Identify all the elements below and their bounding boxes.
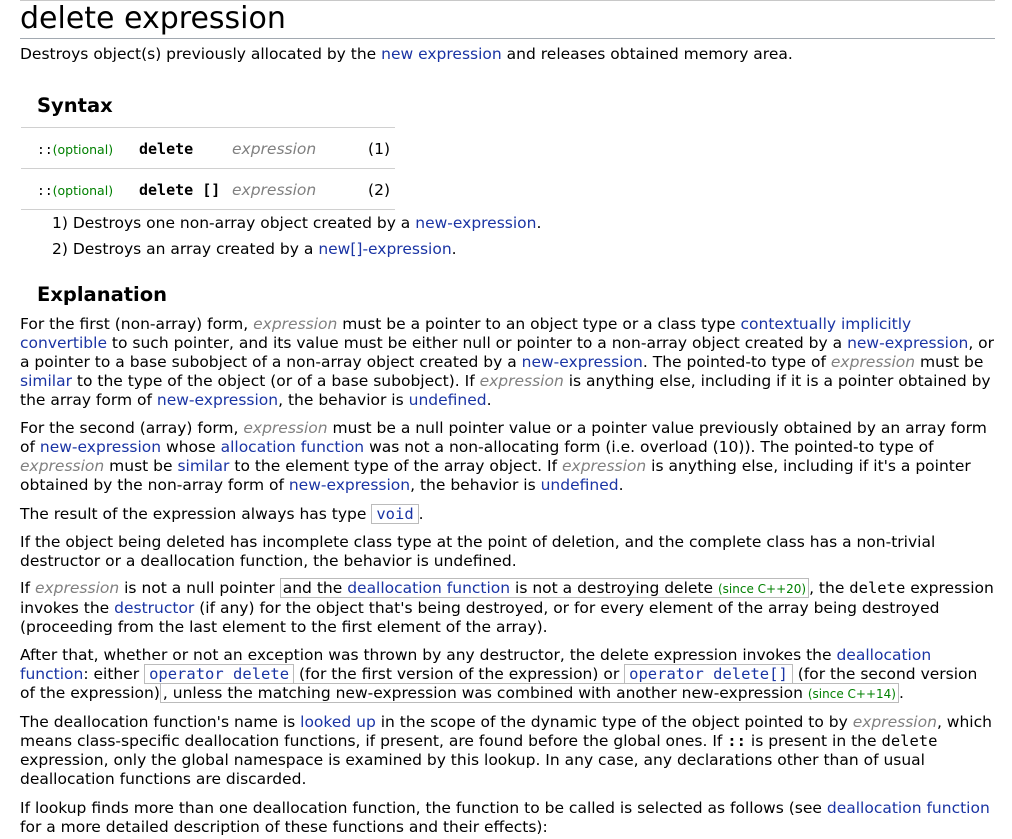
link-undefined[interactable]: undefined bbox=[540, 476, 619, 494]
scope-operator: :: bbox=[37, 184, 53, 199]
delete-keyword: delete bbox=[881, 732, 938, 750]
text: , unless the matching new-expression was combined with another new-expression bbox=[162, 684, 808, 702]
link-new-expression[interactable]: new expression bbox=[381, 45, 502, 63]
link-contextually-convertible[interactable]: contextually implicitly convertible bbox=[20, 315, 912, 352]
explanation-paragraph-4: If the object being deleted has incomplete class type at the point of deletion, and the complete class has a non-trivial destructor or a deallocation function, the behavior is undefined. bbox=[20, 533, 936, 570]
text: If lookup finds more than one deallocation function, the function to be called is selected as follows (see bbox=[20, 799, 827, 817]
explanation-paragraph-5 bbox=[20, 579, 995, 637]
text: and the bbox=[282, 579, 348, 597]
text: (if any) for the object that's being destroyed, or for every element of the array being destroyed (proceeding from the last element to the first element of the array). bbox=[20, 599, 940, 636]
text: to the type of the object (or of a base subobject). If bbox=[71, 372, 480, 390]
link-new-array-expression[interactable]: new[]-expression bbox=[318, 240, 452, 258]
text: is not a destroying delete bbox=[510, 579, 718, 597]
keyword-text: delete bbox=[139, 140, 194, 158]
link-new-expression[interactable]: new-expression bbox=[156, 391, 279, 409]
operator-delete-array-link[interactable]: operator delete[] bbox=[624, 664, 793, 684]
text: whose bbox=[161, 438, 221, 456]
delete-keyword: delete bbox=[849, 579, 906, 597]
link-undefined[interactable]: undefined bbox=[408, 391, 487, 409]
text: is anything else, including if it's a pointer obtained by the non-array form of bbox=[20, 457, 971, 494]
link-new-expression[interactable]: new-expression bbox=[415, 214, 537, 232]
expression-arg: expression bbox=[830, 353, 916, 371]
link-deallocation-function[interactable]: deallocation function bbox=[347, 579, 511, 597]
void-type-link[interactable]: void bbox=[371, 504, 418, 524]
text: For the first (non-array) form, bbox=[20, 315, 254, 333]
text: was not a non-allocating form (i.e. overload (10)). The pointed-to type of bbox=[364, 438, 934, 456]
expression-arg: expression bbox=[852, 713, 937, 731]
intro-text bbox=[20, 45, 793, 64]
text: must be bbox=[915, 353, 984, 371]
note-text: 2) Destroys an array created by a bbox=[52, 240, 319, 258]
text: in the scope of the dynamic type of the object pointed to by bbox=[375, 713, 853, 731]
delete-keyword bbox=[139, 140, 193, 159]
link-similar[interactable]: similar bbox=[20, 372, 72, 390]
link-allocation-function[interactable]: allocation function bbox=[220, 438, 365, 456]
text: , the behavior is bbox=[278, 391, 409, 409]
text: After that, whether or not an exception was thrown by any destructor, the delete expression invokes the bbox=[20, 646, 837, 664]
scope-operator: :: bbox=[37, 143, 53, 158]
optional-scope bbox=[37, 140, 113, 160]
text: must be bbox=[104, 457, 178, 475]
text: The result of the expression always has type bbox=[20, 505, 372, 523]
text: For the second (array) form, bbox=[20, 419, 244, 437]
syntax-row-1 bbox=[21, 127, 395, 168]
title-divider bbox=[20, 38, 995, 39]
text: . The pointed-to type of bbox=[642, 353, 831, 371]
text: for a more detailed description of these functions and their effects): bbox=[20, 818, 548, 836]
syntax-heading: Syntax bbox=[37, 94, 113, 117]
expression-arg: expression bbox=[479, 372, 564, 390]
syntax-number: (1) bbox=[368, 140, 390, 158]
syntax-note-1 bbox=[52, 214, 541, 233]
text: to such pointer, and its value must be either null or pointer to a non-array object created by a bbox=[106, 334, 848, 352]
text: expression, only the global namespace is examined by this lookup. In any case, any declarations other than of usual deallocation functions are discarded. bbox=[20, 751, 925, 788]
since-badge: (since C++14) bbox=[807, 687, 896, 701]
expression-placeholder: expression bbox=[232, 181, 317, 199]
note-tail: . bbox=[451, 240, 457, 258]
text: The deallocation function's name is bbox=[20, 713, 301, 731]
link-new-expression[interactable]: new-expression bbox=[847, 334, 969, 352]
keyword-text: delete [] bbox=[139, 181, 221, 199]
expression-arg: expression bbox=[253, 315, 338, 333]
explanation-paragraph-3 bbox=[20, 505, 995, 524]
text: is anything else, including if it is a pointer obtained by the array form of bbox=[20, 372, 991, 409]
link-deallocation-function[interactable]: deallocation function bbox=[826, 799, 990, 817]
optional-scope bbox=[37, 181, 113, 201]
explanation-heading: Explanation bbox=[37, 283, 168, 306]
intro-text-after: and releases obtained memory area. bbox=[501, 45, 793, 63]
text: : either bbox=[83, 665, 145, 683]
text: is not a null pointer bbox=[119, 579, 280, 597]
intro-text-before: Destroys object(s) previously allocated by the bbox=[20, 45, 382, 63]
syntax-note-2 bbox=[52, 240, 457, 259]
text: If bbox=[20, 579, 35, 597]
text: . bbox=[418, 505, 424, 523]
optional-marker: (optional) bbox=[52, 183, 114, 198]
explanation-paragraph-2 bbox=[20, 419, 995, 495]
explanation-paragraph-1 bbox=[20, 315, 995, 410]
link-destructor[interactable]: destructor bbox=[114, 599, 195, 617]
text: , the bbox=[809, 579, 850, 597]
since-cpp20-box bbox=[280, 578, 809, 598]
text: , which means class-specific deallocation functions, if present, are found before the global ones. If bbox=[20, 713, 992, 750]
expression-arg: expression bbox=[34, 579, 120, 597]
link-similar[interactable]: similar bbox=[177, 457, 230, 475]
expression-arg: expression bbox=[561, 457, 647, 475]
scope-operator: :: bbox=[727, 732, 746, 750]
text: , the behavior is bbox=[410, 476, 541, 494]
text: , or a pointer to a base subobject of a non-array object created by a bbox=[20, 334, 995, 371]
text: (for the second version of the expression) bbox=[20, 665, 978, 702]
explanation-paragraph-7 bbox=[20, 713, 995, 789]
text: is present in the bbox=[745, 732, 882, 750]
expression-arg: expression bbox=[20, 457, 105, 475]
text: to the element type of the array object. If bbox=[229, 457, 562, 475]
note-tail: . bbox=[536, 214, 542, 232]
since-cpp14-box bbox=[160, 683, 899, 703]
optional-marker: (optional) bbox=[52, 142, 114, 157]
text: . bbox=[898, 684, 904, 702]
text: expression invokes the bbox=[20, 579, 994, 617]
text: (for the first version of the expression) or bbox=[294, 665, 625, 683]
link-looked-up[interactable]: looked up bbox=[300, 713, 376, 731]
note-text: 1) Destroys one non-array object created by a bbox=[52, 214, 416, 232]
text: must be a null pointer value or a pointer value previously obtained by an array form of bbox=[20, 419, 987, 456]
explanation-paragraph-8 bbox=[20, 799, 995, 837]
since-badge: (since C++20) bbox=[717, 582, 807, 596]
expression-placeholder: expression bbox=[232, 140, 317, 158]
delete-array-keyword bbox=[139, 181, 220, 200]
operator-delete-link[interactable]: operator delete bbox=[144, 664, 294, 684]
syntax-number: (2) bbox=[368, 181, 390, 199]
text: . bbox=[618, 476, 624, 494]
explanation-paragraph-6 bbox=[20, 646, 995, 704]
link-new-expression[interactable]: new-expression bbox=[39, 438, 162, 456]
text: must be a pointer to an object type or a class type bbox=[337, 315, 741, 333]
link-new-expression[interactable]: new-expression bbox=[288, 476, 411, 494]
syntax-table bbox=[21, 127, 395, 210]
link-new-expression[interactable]: new-expression bbox=[521, 353, 643, 371]
expression-arg: expression bbox=[243, 419, 328, 437]
syntax-row-2 bbox=[21, 168, 395, 210]
page-title: delete expression bbox=[20, 1, 286, 36]
text: . bbox=[486, 391, 492, 409]
link-deallocation-function[interactable]: deallocation function bbox=[20, 646, 932, 683]
